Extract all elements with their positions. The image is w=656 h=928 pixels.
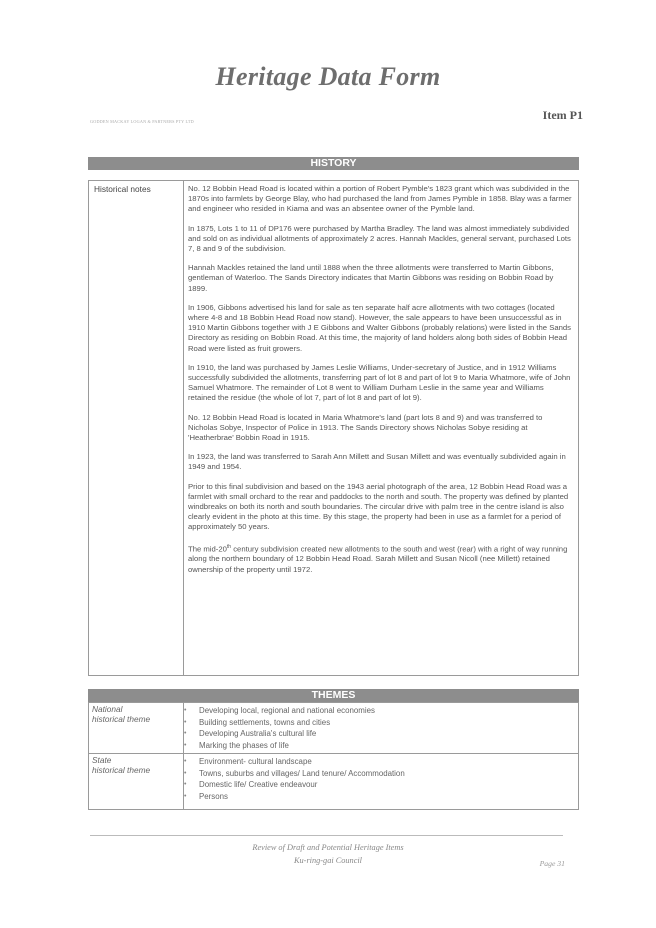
list-item (184, 728, 375, 740)
national-theme-row (89, 703, 578, 754)
bullet-icon: • (184, 769, 187, 777)
bullet-icon: • (184, 758, 187, 765)
text-run: century subdivision created new allotments to the south and west (rear) with a right of way running along the northern boundary of 12 Bobbin Head Road. Sarah Millett and Susan Nicoll (nee Millett) retained ownership of the property until 1972. (188, 544, 568, 574)
bullet-icon: • (184, 781, 187, 788)
text-run: The mid-20 (188, 544, 227, 554)
footer-council: Ku-ring-gai Council (294, 856, 362, 865)
history-paragraph: No. 12 Bobbin Head Road is located in Maria Whatmore's land (part lots 8 and 9) and was transferred to Nicholas Sobye, Inspector of Police in 1913. The Sands Directory shows Nicholas Sobye residing at 'Heatherbrae' Bobbin Road in 1915. (188, 412, 543, 443)
firm-name: GODDEN MACKAY LOGAN & PARTNERS PTY LTD (90, 119, 194, 124)
list-item (184, 740, 375, 752)
label-line: historical theme (92, 714, 151, 724)
list-item (184, 779, 405, 791)
label-line: National (92, 704, 123, 714)
history-label-cell (89, 181, 184, 675)
history-paragraph: In 1875, Lots 1 to 11 of DP176 were purchased by Martha Bradley. The land was almost immediately subdivided and sold on as individual allotments of approximately 2 acres. Hannah Mackles, general servant, purchased Lots 7, 8 and 9 of the subdivision. (188, 223, 571, 254)
history-section-bar: HISTORY (88, 157, 579, 170)
history-paragraph: In 1923, the land was transferred to Sarah Ann Millett and Susan Millett and was eventually subdivided again in 1949 and 1954. (188, 452, 566, 472)
list-item (184, 705, 375, 717)
list-item (184, 791, 405, 803)
themes-section-bar: THEMES (88, 689, 579, 702)
history-paragraph: In 1906, Gibbons advertised his land for sale as ten separate half acre allotments with two cottages (located where 4-8 and 18 Bobbin Head Road now stand). However, the sale appears to have been unsuccessful as in 1910 Martin Gibbons together with J E Gibbons and Walter Gibbons (probably relations) were listed in the Sands Directory as residing on Bobbin Road. At this time, the majority of land holders along both sides of Bobbin Head Road were listed as fruit growers. (188, 302, 572, 353)
bullet-icon: • (184, 718, 187, 726)
list-item-text: Towns, suburbs and villages/ Land tenure/ Accommodation (199, 768, 405, 778)
state-theme-list (184, 756, 405, 802)
item-label: Item P1 (542, 108, 583, 122)
history-paragraph: Prior to this final subdivision and based on the 1943 aerial photograph of the area, 12 Bobbin Head Road was a farmlet with small orchard to the rear and paddocks to the north and south. The property was defined by planted windbreaks on both its north and south boundaries. The circular drive with palm tree in the centre island is also clearly evident in the photo at this time. By this stage, the property had been in use as a farmlet for a period of approximately 50 years. (188, 481, 569, 532)
history-paragraph: Hannah Mackles retained the land until 1888 when the three allotments were transferred to Martin Gibbons, gentleman of Waterloo. The Sands Directory indicates that Martin Gibbons was residing on Bobbin Road by 1899. (188, 263, 554, 293)
list-item (184, 756, 405, 768)
bullet-icon: • (184, 707, 187, 714)
page-title: Heritage Data Form (215, 62, 441, 91)
list-item-text: Developing local, regional and national economies (199, 706, 375, 715)
list-item-text: Environment- cultural landscape (199, 757, 312, 766)
page-number: Page 31 (539, 859, 565, 868)
list-item-text: Domestic life/ Creative endeavour (199, 780, 318, 789)
bullet-icon: • (184, 792, 187, 800)
bullet-icon: • (184, 741, 187, 749)
theme-label-cell (89, 703, 187, 753)
themes-table (88, 702, 579, 810)
history-paragraph: No. 12 Bobbin Head Road is located within a portion of Robert Pymble's 1823 grant which was subdivided in the 1870s into farmlets by George Blay, who had purchased the land from James Pymble in 1858. Blay was a farmer and engineer who resided in Kiama and was an absentee owner of the Pymble land. (188, 184, 572, 214)
historical-notes-text (188, 184, 573, 584)
label-line: historical theme (92, 765, 151, 775)
list-item (184, 717, 375, 729)
list-item (184, 768, 405, 780)
state-theme-row (89, 754, 578, 809)
bullet-icon: • (184, 730, 187, 737)
national-theme-list (184, 705, 375, 751)
history-table (88, 180, 579, 676)
list-item-text: Persons (199, 791, 228, 801)
history-paragraph-last (188, 542, 573, 575)
national-theme-label (92, 704, 150, 724)
state-theme-label (92, 755, 150, 775)
history-paragraph: In 1910, the land was purchased by James Leslie Williams, Under-secretary of Justice, and in 1912 Williams successfully subdivided the allotments, transferring part of lot 8 and part of lot 9 to Maria Whatmore, wife of John Samuel Whatmore. The remainder of Lot 8 went to William Durham Leslie in the same year and Williams retained the residue (the whole of lot 7, part of lot 8 and part of lot 9). (188, 362, 571, 403)
list-item-text: Building settlements, towns and cities (199, 717, 331, 727)
list-item-text: Developing Australia's cultural life (199, 729, 317, 738)
superscript: th (226, 543, 232, 550)
footer-divider (90, 835, 563, 836)
theme-label-cell (89, 754, 187, 809)
footer-title: Review of Draft and Potential Heritage Items (252, 843, 404, 852)
list-item-text: Marking the phases of life (199, 740, 289, 750)
historical-notes-label: Historical notes (94, 184, 151, 194)
label-line: State (92, 755, 112, 765)
